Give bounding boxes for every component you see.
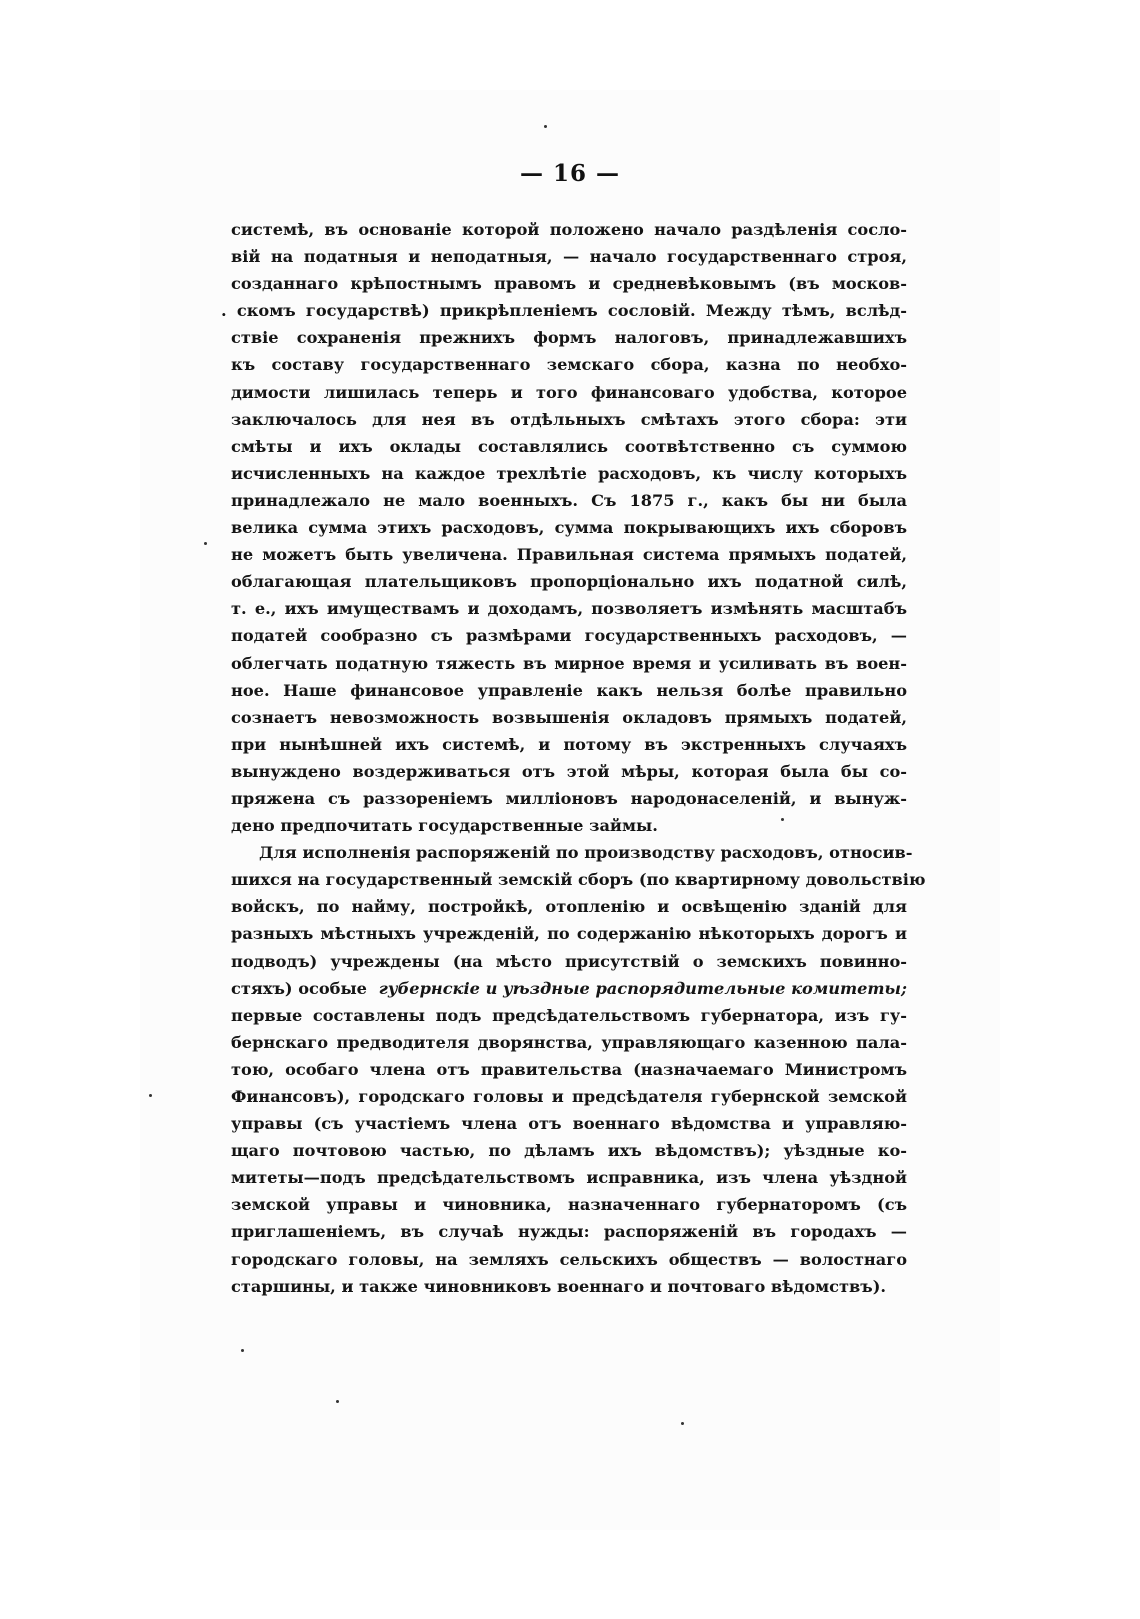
- scan-speck: [241, 1349, 244, 1352]
- text-line: войскъ, по найму, постройкѣ, отопленію и освѣщенію зданій для: [231, 897, 907, 917]
- scan-speck: [781, 818, 784, 821]
- text-line: сознаетъ невозможность возвышенія окладовъ прямыхъ податей,: [231, 707, 907, 727]
- text-segment: стяхъ) особые: [231, 978, 367, 998]
- text-line: . скомъ государствѣ) прикрѣпленіемъ сословій. Между тѣмъ, вслѣд-: [221, 301, 907, 321]
- page-number: — 16 —: [519, 160, 621, 187]
- text-line: димости лишилась теперь и того финансоваго удобства, которое: [231, 382, 907, 402]
- text-line: управы (съ участіемъ члена отъ военнаго вѣдомства и управляю-: [231, 1114, 907, 1134]
- text-line: облегчать податную тяжесть въ мирное время и усиливать въ воен-: [231, 653, 907, 673]
- text-line: при нынѣшней ихъ системѣ, и потому въ экстренныхъ случаяхъ: [231, 734, 907, 754]
- scan-speck: [149, 1094, 152, 1097]
- text-line: дено предпочитать государственные займы.: [231, 816, 658, 836]
- text-line: податей сообразно съ размѣрами государственныхъ расходовъ, —: [231, 626, 907, 646]
- text-line: облагающая плательщиковъ пропорціонально ихъ податной силѣ,: [231, 572, 907, 592]
- text-line: городскаго головы, на земляхъ сельскихъ обществъ — волостнаго: [231, 1249, 907, 1269]
- text-line: велика сумма этихъ расходовъ, сумма покрывающихъ ихъ сборовъ: [231, 518, 907, 538]
- text-line: системѣ, въ основаніе которой положено начало раздѣленія сосло-: [231, 220, 907, 239]
- text-line: смѣты и ихъ оклады составлялись соотвѣтственно съ суммою: [231, 436, 907, 456]
- text-line: щаго почтовою частью, по дѣламъ ихъ вѣдомствъ); уѣздные ко-: [231, 1141, 907, 1161]
- text-line: старшины, и также чиновниковъ военнаго и почтоваго вѣдомствъ).: [231, 1276, 887, 1296]
- text-line: приглашеніемъ, въ случаѣ нужды: распоряженій въ городахъ —: [231, 1222, 907, 1242]
- scan-speck: [336, 1400, 339, 1403]
- text-line: Финансовъ), городскаго головы и предсѣдателя губернской земской: [231, 1087, 907, 1106]
- text-line: созданнаго крѣпостнымъ правомъ и средневѣковымъ (въ москов-: [231, 274, 907, 294]
- text-line: Для исполненія распоряженій по производству расходовъ, относив-: [259, 843, 913, 863]
- text-line: бернскаго предводителя дворянства, управляющаго казенною пала-: [231, 1032, 907, 1052]
- text-line: исчисленныхъ на каждое трехлѣтіе расходовъ, къ числу которыхъ: [231, 463, 907, 483]
- body-text: [221, 216, 926, 1300]
- scan-speck: [681, 1422, 684, 1425]
- scan-speck: [204, 542, 207, 545]
- text-line: тою, особаго члена отъ правительства (назначаемаго Министромъ: [231, 1059, 907, 1079]
- text-line: земской управы и чиновника, назначеннаго губернаторомъ (съ: [231, 1195, 907, 1215]
- text-line: ствіе сохраненія прежнихъ формъ налоговъ, принадлежавшихъ: [231, 328, 907, 348]
- text-line: къ составу государственнаго земскаго сбора, казна по необхо-: [231, 355, 907, 375]
- text-line: митеты—подъ предсѣдательствомъ исправника, изъ члена уѣздной: [231, 1168, 907, 1188]
- text-line: пряжена съ раззореніемъ милліоновъ народонаселеній, и вынуж-: [231, 788, 907, 808]
- text-line: не можетъ быть увеличена. Правильная система прямыхъ податей,: [231, 545, 907, 565]
- text-line: т. е., ихъ имуществамъ и доходамъ, позволяетъ измѣнять масштабъ: [231, 599, 907, 619]
- text-line: подводъ) учреждены (на мѣсто присутствій о земскихъ повинно-: [231, 951, 907, 971]
- text-line: ное. Наше финансовое управленіе какъ нельзя болѣе правильно: [231, 680, 907, 700]
- text-line: заключалось для нея въ отдѣльныхъ смѣтахъ этого сбора: эти: [231, 409, 907, 429]
- text-line: разныхъ мѣстныхъ учрежденій, по содержанію нѣкоторыхъ дорогъ и: [231, 924, 907, 944]
- text-line: вынуждено воздерживаться отъ этой мѣры, которая была бы со-: [231, 761, 907, 781]
- text-line: принадлежало не мало военныхъ. Съ 1875 г., какъ бы ни была: [231, 490, 907, 510]
- text-line: первые составлены подъ предсѣдательствомъ губернатора, изъ гу-: [231, 1005, 907, 1025]
- italic-term: губернскіе и уѣздные распорядительные комитеты;: [378, 978, 907, 998]
- text-line: вій на податныя и неподатныя, — начало государственнаго строя,: [231, 247, 907, 267]
- text-line-mixed: [231, 975, 907, 1002]
- scan-speck: [544, 125, 547, 128]
- text-line: шихся на государственный земскій сборъ (по квартирному довольствію: [231, 870, 926, 890]
